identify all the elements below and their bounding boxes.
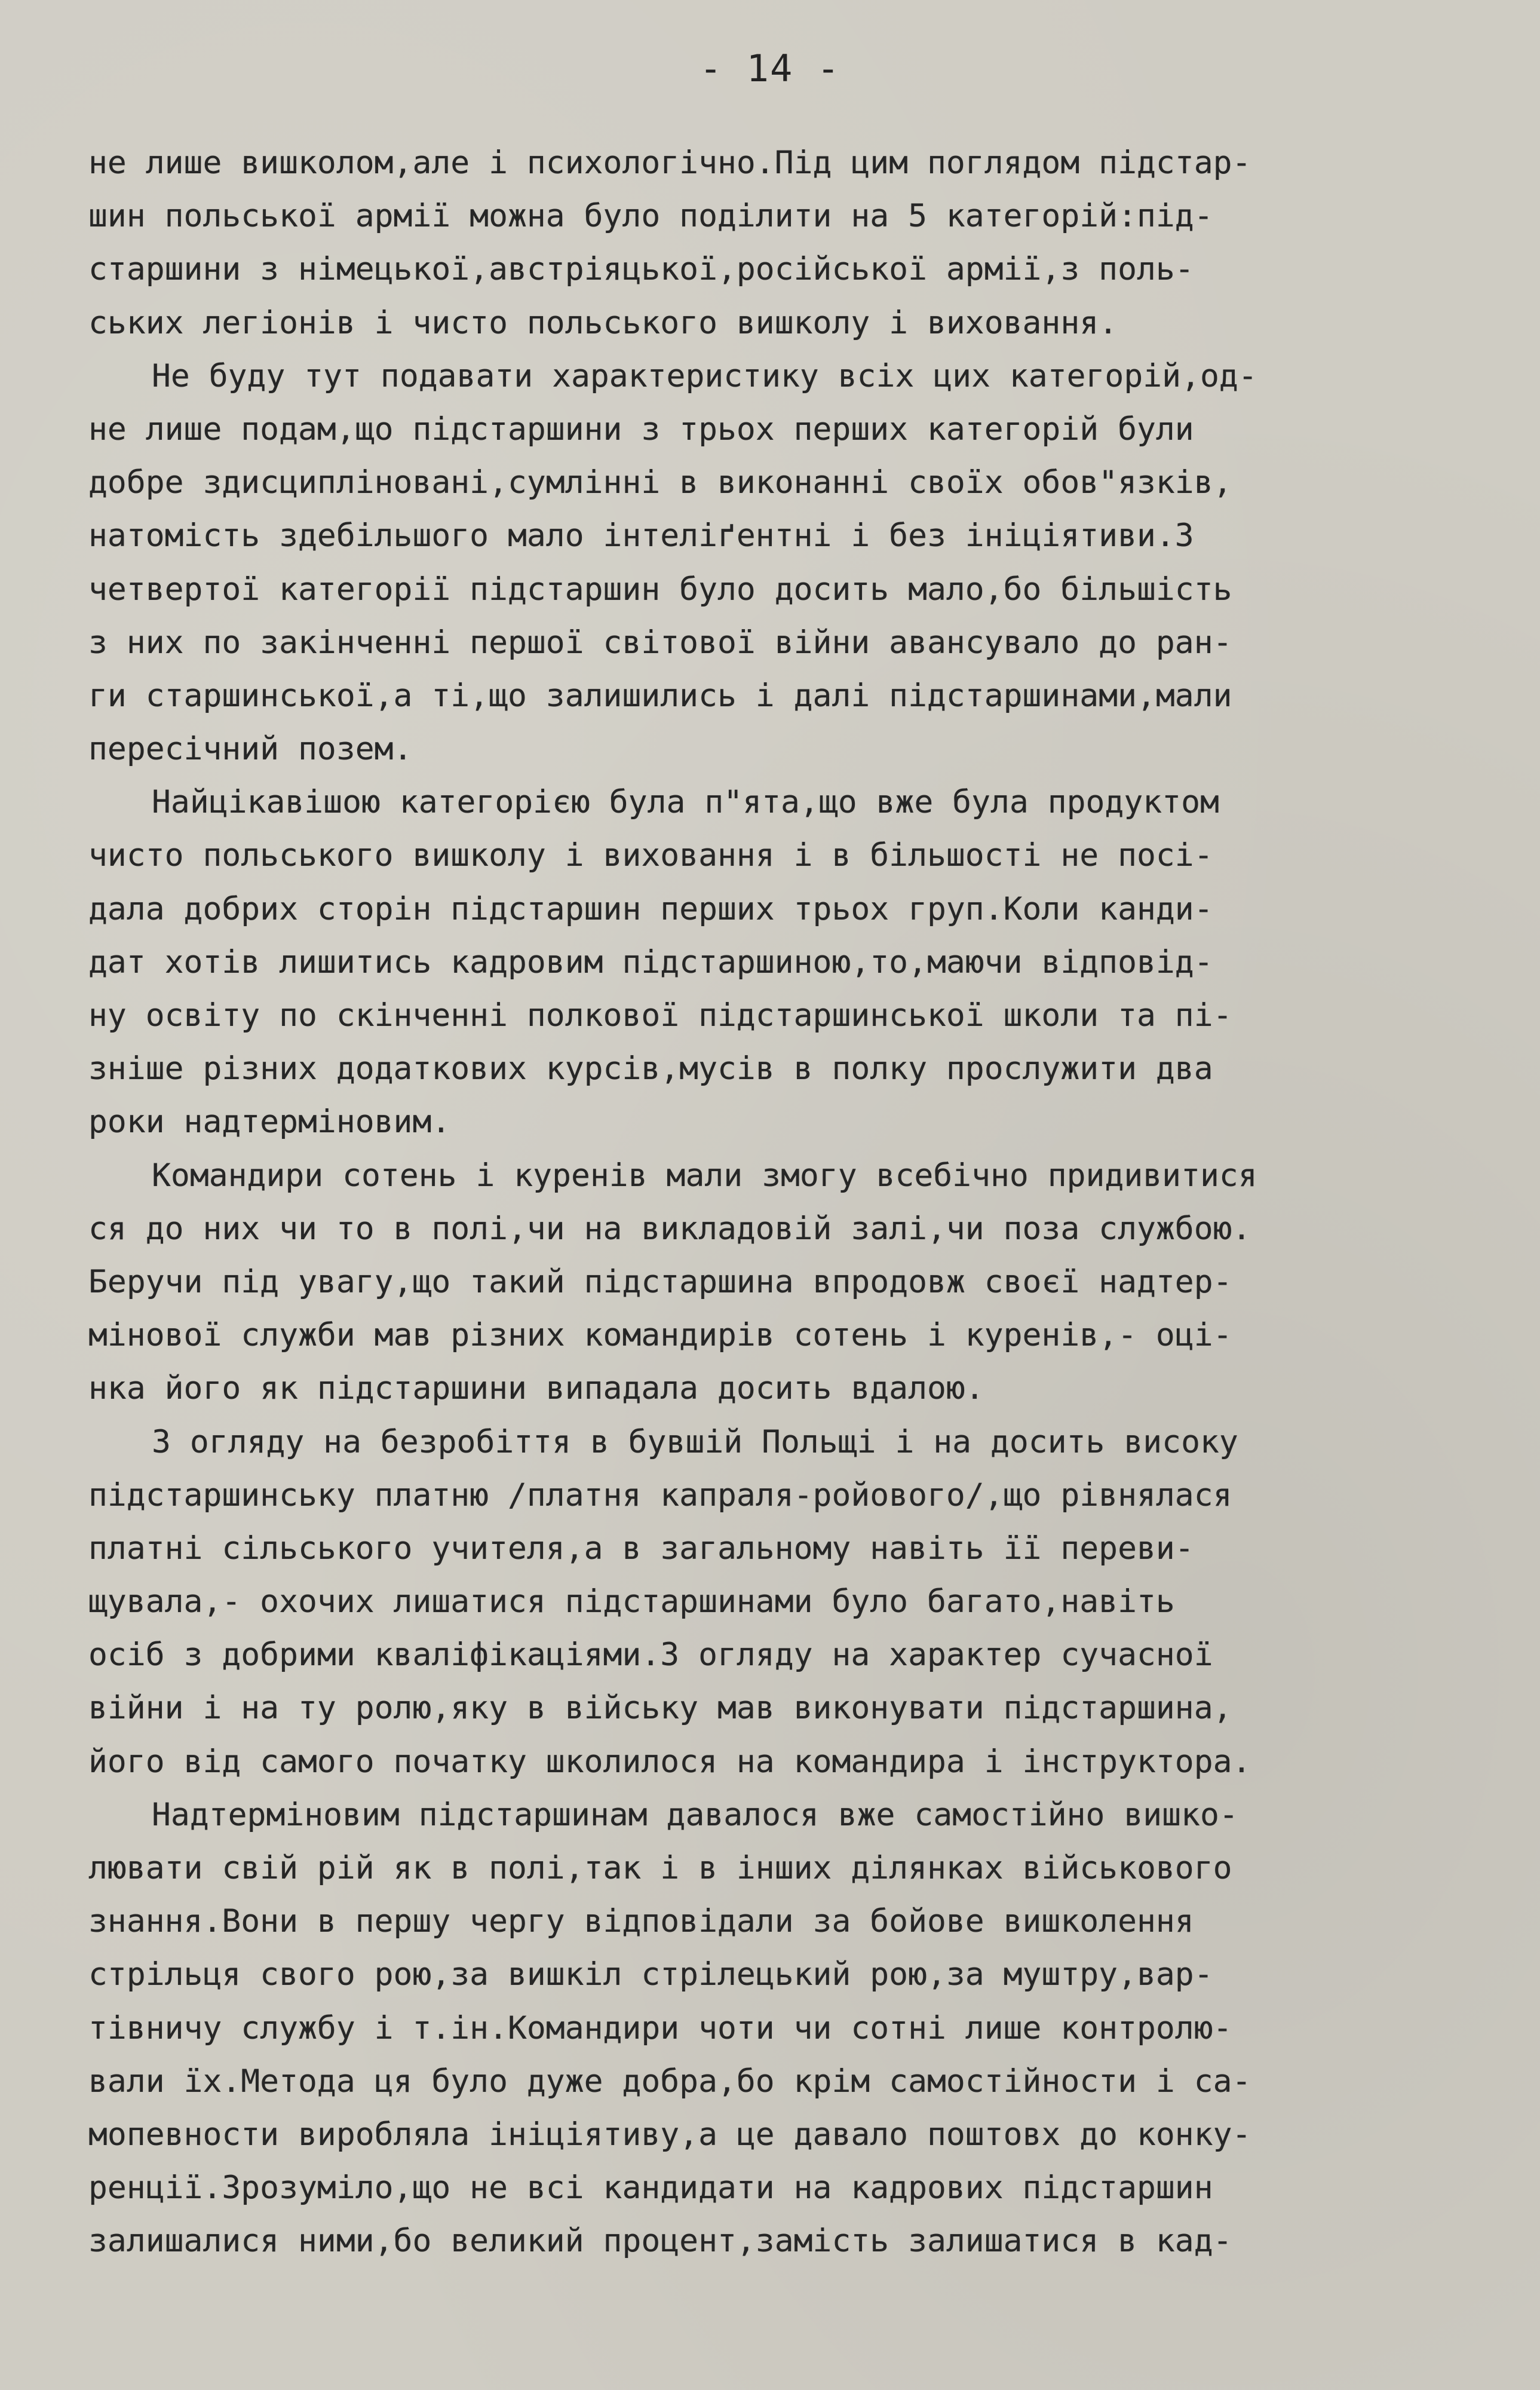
text-line: війни і на ту ролю,яку в війську мав виконувати підстаршина, (88, 1690, 1232, 1727)
text-line: четвертої категорії підстаршин було досить мало,бо більшість (88, 571, 1232, 608)
text-line: лювати свій рій як в полі,так і в інших ділянках військового (88, 1850, 1232, 1886)
text-line: Беручи під увагу,що такий підстаршина впродовж своєї надтер- (88, 1263, 1232, 1300)
text-line: старшини з німецької,австріяцької,російської армії,з поль- (88, 251, 1194, 288)
text-line: шин польської армії можна було поділити на 5 категорій:під- (88, 198, 1213, 235)
text-line: чисто польського вишколу і виховання і в більшості не посі- (88, 837, 1213, 874)
text-line: вали їх.Метода ця було дуже добра,бо крім самостійности і са- (88, 2063, 1251, 2100)
text-line: тівничу службу і т.ін.Командири чоти чи сотні лише контролю- (88, 2009, 1232, 2046)
text-line: дала добрих сторін підстаршин перших трьох груп.Коли канди- (88, 890, 1213, 927)
text-line: осіб з добрими кваліфікаціями.З огляду на характер сучасної (88, 1637, 1213, 1674)
text-line: ренції.Зрозуміло,що не всі кандидати на кадрових підстаршин (88, 2170, 1213, 2207)
text-line: добре здисципліновані,сумлінні в виконанні своїх обов"язків, (88, 464, 1232, 501)
text-line: не лише вишколом,але і психологічно.Під цим поглядом підстар- (88, 145, 1251, 181)
text-line: залишалися ними,бо великий процент,замість залишатися в кад- (88, 2223, 1232, 2260)
text-line: його від самого початку школилося на командира і інструктора. (88, 1743, 1251, 1780)
text-line: знання.Вони в першу чергу відповідали за бойове вишколення (88, 1903, 1194, 1940)
paragraph-start-line: Найцікавішою категорією була п"ята,що вже була продуктом (152, 784, 1219, 821)
text-line: платні сільського учителя,а в загальному навіть її переви- (88, 1530, 1194, 1567)
text-line: ги старшинської,а ті,що залишились і далі підстаршинами,мали (88, 677, 1232, 714)
text-line: зніше різних додаткових курсів,мусів в полку прослужити два (88, 1050, 1213, 1087)
text-line: з них по закінченні першої світової війни авансувало до ран- (88, 624, 1232, 661)
text-line: натомість здебільшого мало інтеліґентні і без ініціятиви.З (88, 517, 1194, 554)
paragraph-start-line: Надтерміновим підстаршинам давалося вже самостійно вишко- (152, 1796, 1238, 1833)
text-line: ських легіонів і чисто польського вишколу і виховання. (88, 304, 1118, 341)
text-line: не лише подам,що підстаршини з трьох перших категорій були (88, 410, 1194, 448)
text-line: ся до них чи то в полі,чи на викладовій залі,чи поза службою. (88, 1210, 1251, 1247)
text-line: підстаршинську платню /платня капраля-ройового/,що рівнялася (88, 1476, 1232, 1513)
text-line: дат хотів лишитись кадровим підстаршиною,то,маючи відповід- (88, 943, 1213, 980)
paragraph-start-line: Командири сотень і куренів мали змогу всебічно придивитися (152, 1157, 1257, 1194)
body-text (88, 136, 1456, 2268)
text-line: мопевности виробляла ініціятиву,а це давало поштовх до конку- (88, 2116, 1251, 2153)
paragraph-start-line: Не буду тут подавати характеристику всіх цих категорій,од- (152, 357, 1257, 394)
page-number: - 14 - (700, 47, 840, 90)
text-line: роки надтерміновим. (88, 1104, 451, 1141)
text-line: щувала,- охочих лишатися підстаршинами було багато,навіть (88, 1583, 1175, 1620)
text-line: пересічний позем. (88, 731, 413, 768)
text-line: мінової служби мав різних командирів сотень і куренів,- оці- (88, 1317, 1232, 1354)
paragraph-start-line: З огляду на безробіття в бувшій Польщі і на досить високу (152, 1423, 1238, 1460)
text-line: нка його як підстаршини випадала досить вдалою. (88, 1370, 984, 1407)
text-line: ну освіту по скінченні полкової підстаршинської школи та пі- (88, 997, 1232, 1034)
text-line: стрільця свого рою,за вишкіл стрілецький рою,за муштру,вар- (88, 1956, 1213, 1993)
